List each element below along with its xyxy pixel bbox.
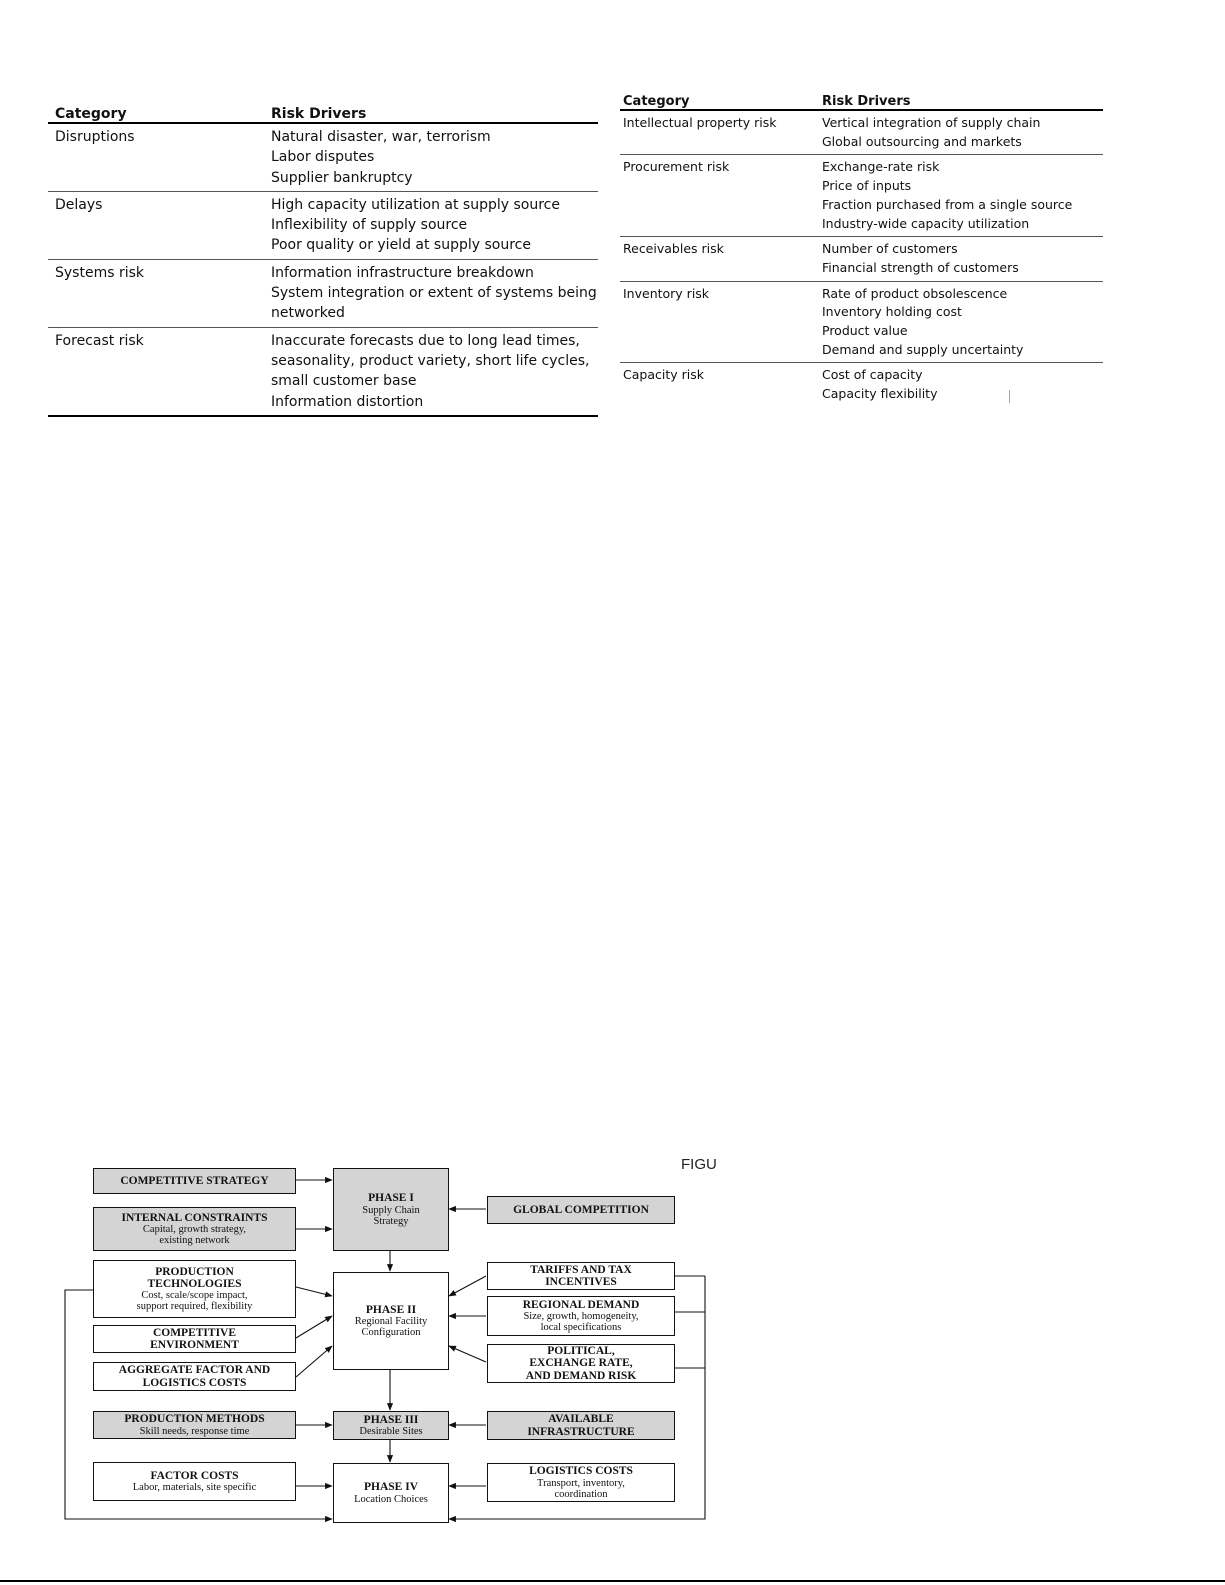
driver-line: Poor quality or yield at supply source <box>271 237 531 254</box>
factor-costs-box <box>93 1462 296 1501</box>
box-subtitle: Capital, growth strategy, <box>142 1224 247 1236</box>
box-title: PHASE IV <box>364 1481 418 1494</box>
table-row <box>620 237 1103 281</box>
column-header-category: Category <box>620 87 822 110</box>
category-cell: Intellectual property risk <box>620 110 822 155</box>
global-competition-box <box>487 1196 675 1224</box>
page-bottom-rule <box>0 1580 1225 1582</box>
competitive-environment-box <box>93 1325 296 1353</box>
driver-line: Cost of capacity <box>822 367 923 383</box>
category-cell: Disruptions <box>48 123 271 191</box>
internal-constraints-box <box>93 1207 296 1251</box>
driver-line: High capacity utilization at supply source <box>271 196 560 213</box>
box-title: GLOBAL COMPETITION <box>513 1203 649 1216</box>
driver-line: Industry-wide capacity utilization <box>822 215 1030 231</box>
box-title: INFRASTRUCTURE <box>527 1425 635 1438</box>
driver-line: Natural disaster, war, terrorism <box>271 129 491 145</box>
driver-line: Demand and supply uncertainty <box>822 341 1024 357</box>
category-cell: Forecast risk <box>48 327 271 416</box>
box-title: AVAILABLE <box>548 1413 614 1426</box>
driver-line: Exchange-rate risk <box>822 159 940 175</box>
available-infrastructure-box <box>487 1411 675 1440</box>
box-subtitle: coordination <box>554 1488 608 1500</box>
box-subtitle: Supply Chain <box>362 1204 420 1216</box>
driver-line: networked <box>271 305 345 322</box>
category-cell: Capacity risk <box>623 367 704 383</box>
box-title: INCENTIVES <box>545 1276 617 1288</box>
box-subtitle: Regional Facility <box>354 1316 428 1328</box>
category-cell: Systems risk <box>48 259 271 327</box>
table-header-row <box>48 101 598 123</box>
drivers-cell <box>271 327 598 416</box>
table-row <box>620 363 1103 407</box>
box-title: PHASE III <box>363 1413 419 1426</box>
regional-demand-box <box>487 1296 675 1336</box>
tariffs-box <box>487 1262 675 1290</box>
box-subtitle: Desirable Sites <box>359 1426 423 1438</box>
box-subtitle: Configuration <box>361 1327 421 1339</box>
risk-table-right <box>620 87 1103 407</box>
box-title: COMPETITIVE <box>152 1326 237 1339</box>
box-subtitle: Transport, inventory, <box>537 1477 625 1489</box>
driver-line: Labor disputes <box>271 149 375 166</box>
drivers-cell <box>822 281 1103 363</box>
box-subtitle: Strategy <box>373 1215 409 1227</box>
table-row <box>48 123 598 191</box>
category-cell: Procurement risk <box>620 155 822 237</box>
box-subtitle: existing network <box>159 1235 230 1247</box>
box-title: COMPETITIVE STRATEGY <box>120 1174 269 1187</box>
drivers-cell <box>822 155 1103 237</box>
risk-table-left <box>48 101 598 417</box>
table-row <box>620 110 1103 155</box>
table-row <box>48 191 598 259</box>
box-title: TECHNOLOGIES <box>147 1277 242 1290</box>
phase2-box <box>333 1272 449 1370</box>
phase4-box <box>333 1463 449 1523</box>
arrow-political-to-phase2 <box>449 1346 486 1362</box>
category-cell: Receivables risk <box>620 237 822 281</box>
category-cell: Inventory risk <box>620 281 822 363</box>
text-cursor-mark <box>1009 390 1010 403</box>
box-title: POLITICAL, <box>547 1345 615 1358</box>
arrow-tariffs-to-phase2 <box>449 1276 486 1296</box>
aggregate-factor-box <box>93 1362 296 1391</box>
political-risk-box <box>487 1344 675 1383</box>
arrow-aggregate-factor-to-phase2 <box>296 1346 332 1377</box>
box-subtitle: support required, flexibility <box>136 1301 253 1313</box>
driver-line: small customer base <box>271 373 417 390</box>
driver-line: Financial strength of customers <box>822 259 1019 275</box>
box-subtitle: Labor, materials, site specific <box>132 1482 257 1494</box>
box-subtitle: Cost, scale/scope impact, <box>141 1290 248 1302</box>
category-cell: Delays <box>48 191 271 259</box>
production-methods-box <box>93 1411 296 1439</box>
driver-line: Supplier bankruptcy <box>271 169 413 186</box>
box-title: FACTOR COSTS <box>150 1469 239 1482</box>
production-technologies-box <box>93 1260 296 1318</box>
arrow-production-technologies-to-phase2 <box>296 1287 332 1296</box>
box-title: PHASE I <box>368 1192 414 1205</box>
box-title: INTERNAL CONSTRAINTS <box>121 1211 268 1224</box>
box-subtitle: local specifications <box>540 1322 622 1334</box>
drivers-cell <box>271 191 598 259</box>
box-subtitle: Skill needs, response time <box>139 1425 250 1437</box>
driver-line: seasonality, product variety, short life cycles, <box>271 352 590 369</box>
driver-line: Information distortion <box>271 393 424 410</box>
drivers-cell <box>822 110 1103 155</box>
driver-line: Capacity flexibility <box>822 386 938 402</box>
box-title: ENVIRONMENT <box>150 1339 239 1351</box>
table-header-row <box>620 87 1103 110</box>
column-header-risk-drivers: Risk Drivers <box>822 87 1103 110</box>
box-subtitle: Location Choices <box>354 1493 428 1505</box>
box-title: AGGREGATE FACTOR AND <box>118 1364 271 1377</box>
driver-line: Inaccurate forecasts due to long lead times, <box>271 332 580 349</box>
driver-line: Global outsourcing and markets <box>822 133 1022 149</box>
box-title: REGIONAL DEMAND <box>522 1298 640 1311</box>
driver-line: Fraction purchased from a single source <box>822 196 1073 212</box>
box-title: PRODUCTION METHODS <box>124 1413 265 1426</box>
drivers-cell <box>822 237 1103 281</box>
box-title: LOGISTICS COSTS <box>529 1465 633 1478</box>
table-row <box>620 155 1103 237</box>
table-row <box>620 281 1103 363</box>
table-row <box>48 259 598 327</box>
box-title: PHASE II <box>365 1303 417 1316</box>
box-title: TARIFFS AND TAX <box>530 1263 632 1276</box>
driver-line: Information infrastructure breakdown <box>271 264 534 281</box>
driver-line: Number of customers <box>822 241 958 257</box>
driver-line: System integration or extent of systems being <box>271 285 597 302</box>
competitive-strategy-box <box>93 1168 296 1194</box>
phase3-box <box>333 1411 449 1440</box>
driver-line: Price of inputs <box>822 178 912 194</box>
drivers-cell <box>271 259 598 327</box>
arrow-competitive-environment-to-phase2 <box>296 1316 332 1338</box>
driver-line: Vertical integration of supply chain <box>822 115 1041 130</box>
phase1-box <box>333 1168 449 1251</box>
column-header-category: Category <box>48 101 271 123</box>
box-title: PRODUCTION <box>155 1265 234 1278</box>
box-subtitle: Size, growth, homogeneity, <box>523 1311 639 1323</box>
drivers-cell <box>822 363 1103 407</box>
driver-line: Inflexibility of supply source <box>271 217 468 234</box>
figure-label: FIGU <box>681 1156 717 1173</box>
driver-line: Product value <box>822 323 908 339</box>
table-row <box>48 327 598 416</box>
driver-line: Rate of product obsolescence <box>822 285 1008 301</box>
drivers-cell <box>271 123 598 191</box>
driver-line: Inventory holding cost <box>822 304 962 320</box>
box-title: AND DEMAND RISK <box>525 1369 637 1382</box>
column-header-risk-drivers: Risk Drivers <box>271 101 598 123</box>
box-title: LOGISTICS COSTS <box>142 1376 247 1389</box>
logistics-costs-box <box>487 1463 675 1502</box>
box-title: EXCHANGE RATE, <box>529 1357 633 1370</box>
